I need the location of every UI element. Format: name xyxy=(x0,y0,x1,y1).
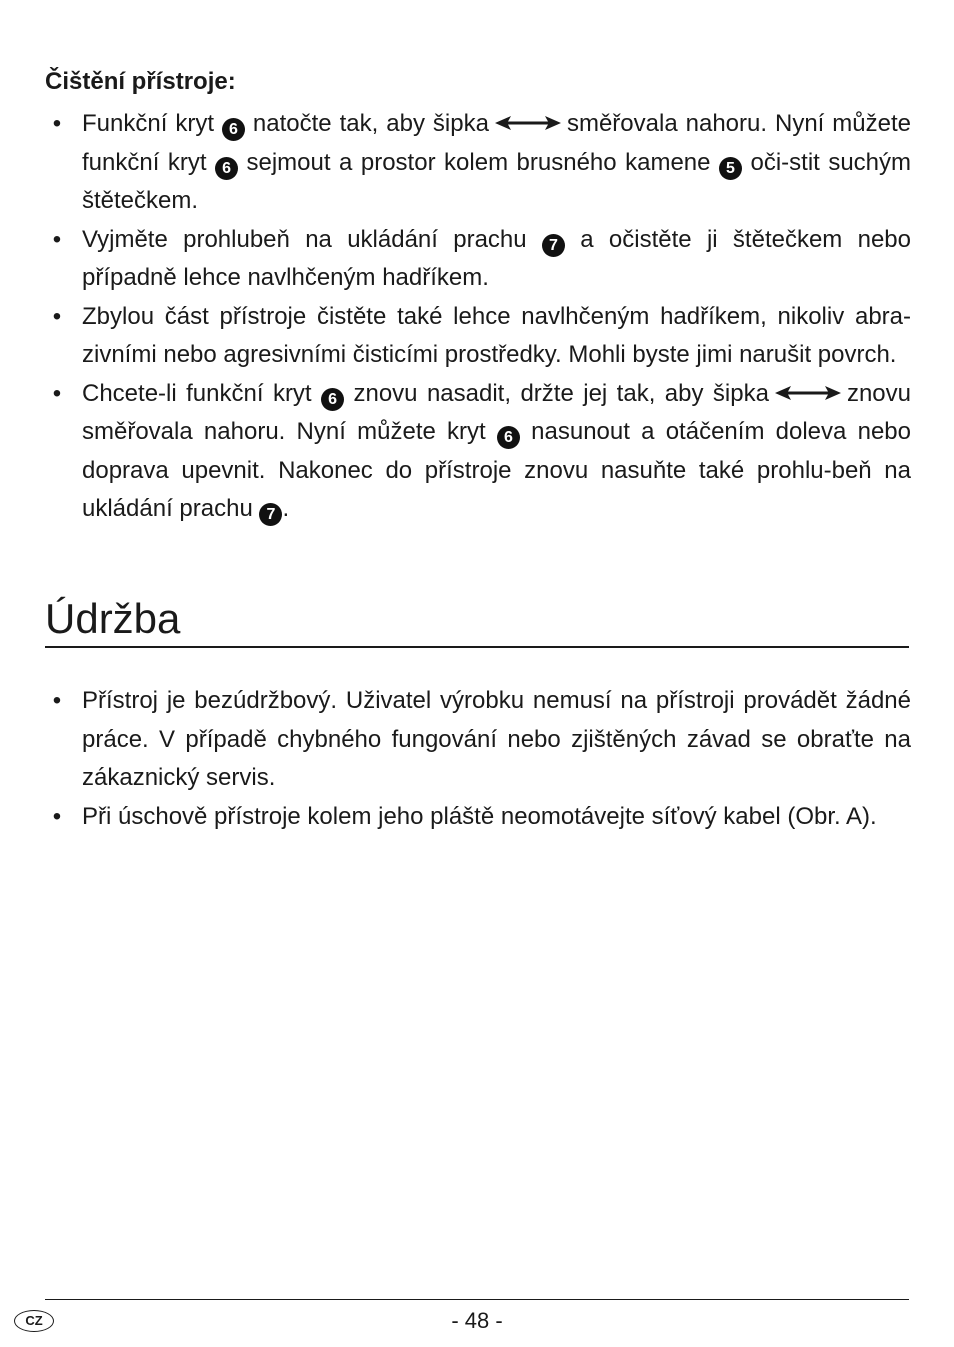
bullet-icon: • xyxy=(52,802,62,830)
list-item: • Vyjměte prohlubeň na ukládání prachu 7 a očistěte ji štětečkem nebo případně lehce navlhčeným hadříkem. xyxy=(45,221,911,298)
double-headed-arrow-icon xyxy=(775,386,841,400)
bullet-icon: • xyxy=(52,225,62,253)
part-number-badge: 6 xyxy=(222,118,245,141)
list-item: • Při úschově přístroje kolem jeho pláště neomotávejte síťový kabel (Obr. A). xyxy=(45,798,911,837)
maintenance-list xyxy=(45,682,911,836)
cleaning-list xyxy=(45,105,911,529)
bullet-icon: • xyxy=(52,302,62,330)
part-number-badge: 5 xyxy=(719,157,742,180)
list-item: • Zbylou část přístroje čistěte také lehce navlhčeným hadříkem, nikoliv abra-zivními nebo agresivními čisticími prostředky. Mohli byste jimi narušit povrch. xyxy=(45,298,911,375)
part-number-badge: 6 xyxy=(215,157,238,180)
part-number-badge: 7 xyxy=(542,234,565,257)
bullet-icon: • xyxy=(52,687,62,714)
title-divider xyxy=(45,646,909,648)
page-number: - 48 - xyxy=(451,1308,503,1333)
double-headed-arrow-icon xyxy=(495,116,561,130)
language-badge: CZ xyxy=(14,1310,54,1332)
footer-divider xyxy=(45,1299,909,1300)
list-item: • Funkční kryt 6 natočte tak, aby šipka směřovala nahoru. Nyní můžete funkční kryt 6 sejmout a prostor kolem brusného kamene 5 oči-stit suchým štětečkem. xyxy=(45,105,911,221)
part-number-badge: 7 xyxy=(259,503,282,526)
bullet-icon: • xyxy=(52,110,62,137)
part-number-badge: 6 xyxy=(497,426,520,449)
maintenance-title: Údržba xyxy=(45,595,181,642)
list-item: • Chcete-li funkční kryt 6 znovu nasadit, držte jej tak, aby šipka znovu směřovala nahoru. Nyní můžete kryt 6 nasunout a otáčením doleva nebo doprava upevnit. Nakonec do přístroje znovu nasuňte také prohlu-beň na ukládání prachu 7 . xyxy=(45,375,911,529)
part-number-badge: 6 xyxy=(321,388,344,411)
bullet-icon: • xyxy=(52,379,62,407)
cleaning-heading: Čištění přístroje: xyxy=(45,68,236,95)
list-item: • Přístroj je bezúdržbový. Uživatel výrobku nemusí na přístroji provádět žádné práce. V případě chybného fungování nebo zjištěných závad se obraťte na zákaznický servis. xyxy=(45,682,911,798)
